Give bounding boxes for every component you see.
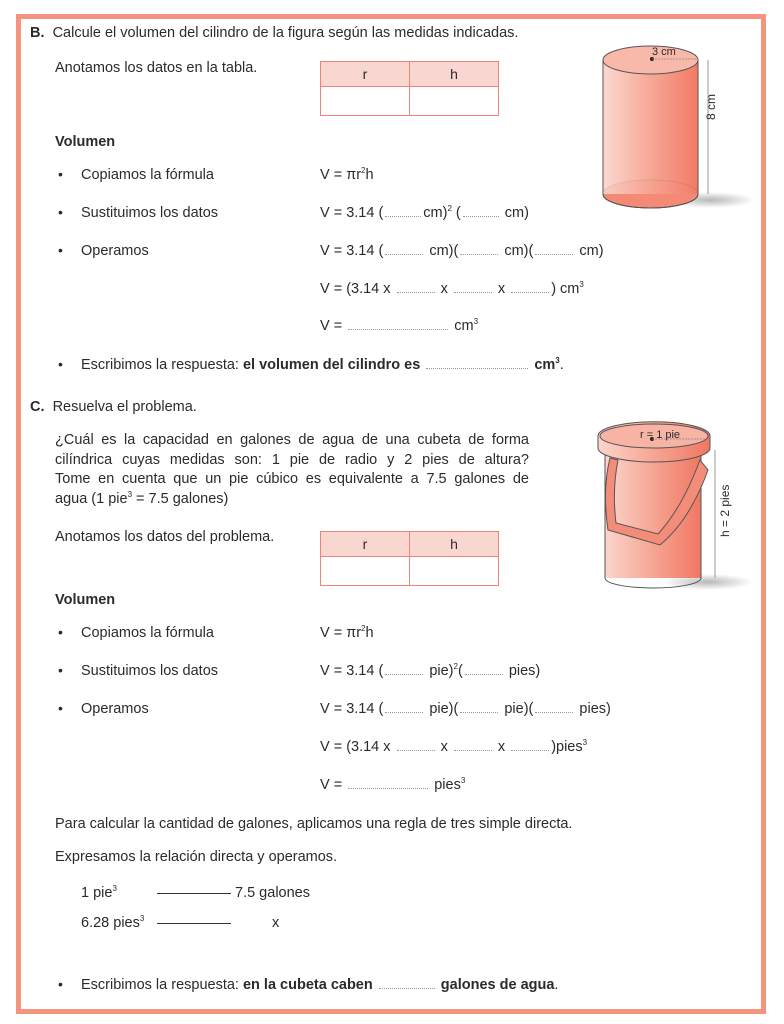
operation-line: V = 3.14 ( pie)( pie)( pies) (320, 701, 611, 717)
step-substitute: Sustituimos los datos (81, 663, 219, 679)
bullet: • (58, 976, 63, 992)
blank-field[interactable] (454, 738, 492, 751)
section-letter: C. (30, 399, 45, 415)
multiplication-line: V = (3.14 x x x )pies$^3$ (320, 738, 588, 755)
formula-line: $V = \pi r^2h$ (320, 166, 374, 183)
table-cell-r[interactable] (321, 87, 410, 116)
substitution-line: V = 3.14 ( cm)$^2$ ( cm) (320, 204, 529, 221)
blank-field[interactable] (454, 280, 492, 293)
rule-row-2-left: 6.28 pies$^3$ (81, 914, 145, 931)
formula-line: $V = \pi r^2h$ (320, 624, 374, 641)
blank-field[interactable] (348, 317, 448, 330)
volume-heading: Volumen (55, 134, 116, 150)
answer-line: Escribimos la respuesta: el volumen del cilindro es $cm^3$. (81, 356, 564, 373)
rule-dash (157, 893, 231, 894)
rule-dash (157, 923, 231, 924)
answer-line: Escribimos la respuesta: en la cubeta caben galones de agua. (81, 977, 559, 993)
data-table-c (320, 531, 499, 586)
blank-field[interactable] (465, 662, 503, 675)
section-letter: B. (30, 25, 45, 41)
section-instruction: Resuelva el problema. (52, 399, 197, 415)
blank-field[interactable] (385, 662, 423, 675)
relation-text: Expresamos la relación directa y operamos. (55, 849, 338, 865)
radius-label: 3 cm (652, 46, 676, 58)
operation-line: V = 3.14 ( cm)( cm)( cm) (320, 243, 604, 259)
bucket-figure (590, 420, 760, 600)
table-header-h: h (410, 532, 499, 557)
table-header-r: r (321, 532, 410, 557)
problem-statement: ¿Cuál es la capacidad en galones de agua de una cubeta de forma cilíndrica cuyas medidas son: 1 pie de radio y 2 pies de altura? Tome en cuenta que un pie cúbico es equivalente a 7.5 galones de agua (1 pie$^3$ = 7.5 galones) (55, 432, 529, 507)
step-operate: Operamos (81, 243, 149, 259)
height-label: h = 2 pies (718, 484, 732, 537)
bullet: • (58, 700, 63, 716)
step-copy-formula: Copiamos la fórmula (81, 167, 214, 183)
answer-blank[interactable] (426, 356, 528, 369)
blank-field[interactable] (385, 700, 423, 713)
multiplication-line: V = (3.14 x x x ) $cm^3$ (320, 280, 584, 297)
step-copy-formula: Copiamos la fórmula (81, 625, 214, 641)
bullet: • (58, 204, 63, 220)
blank-field[interactable] (463, 204, 499, 217)
table-cell-r[interactable] (321, 557, 410, 586)
step-substitute: Sustituimos los datos (81, 205, 219, 221)
step-operate: Operamos (81, 701, 149, 717)
rule-row-1-right: 7.5 galones (235, 885, 310, 901)
table-cell-h[interactable] (410, 557, 499, 586)
table-header-h: h (410, 62, 499, 87)
blank-field[interactable] (348, 776, 428, 789)
table-header-r: r (321, 62, 410, 87)
blank-field[interactable] (397, 280, 435, 293)
table-intro: Anotamos los datos del problema. (55, 529, 275, 545)
blank-field[interactable] (460, 242, 498, 255)
answer-blank[interactable] (379, 976, 435, 989)
table-intro: Anotamos los datos en la tabla. (55, 60, 258, 76)
section-instruction: Calcule el volumen del cilindro de la figura según las medidas indicadas. (52, 25, 519, 41)
bullet: • (58, 166, 63, 182)
volume-heading: Volumen (55, 592, 116, 608)
table-cell-h[interactable] (410, 87, 499, 116)
blank-field[interactable] (535, 242, 573, 255)
blank-field[interactable] (385, 204, 421, 217)
data-table-b (320, 61, 499, 116)
blank-field[interactable] (397, 738, 435, 751)
section-c-header (30, 398, 197, 416)
result-line: V = pies$^3$ (320, 776, 466, 793)
result-line: $V = cm^3$ (320, 317, 479, 334)
blank-field[interactable] (385, 242, 423, 255)
rule-row-2-right: x (272, 915, 280, 931)
radius-label: r = 1 pie (640, 429, 681, 441)
rule-row-1-left: 1 pie$^3$ (81, 884, 117, 901)
bullet: • (58, 242, 63, 258)
bullet: • (58, 356, 63, 372)
blank-field[interactable] (460, 700, 498, 713)
blank-field[interactable] (511, 280, 549, 293)
height-label: 8 cm (704, 93, 718, 120)
blank-field[interactable] (511, 738, 549, 751)
bullet: • (58, 624, 63, 640)
blank-field[interactable] (535, 700, 573, 713)
substitution-line: V = 3.14 ( pie)$^2$( pies) (320, 662, 541, 679)
bullet: • (58, 662, 63, 678)
cylinder-figure (595, 40, 760, 215)
section-b-header (30, 24, 518, 42)
rule-of-three-text: Para calcular la cantidad de galones, aplicamos una regla de tres simple directa. (55, 816, 573, 832)
